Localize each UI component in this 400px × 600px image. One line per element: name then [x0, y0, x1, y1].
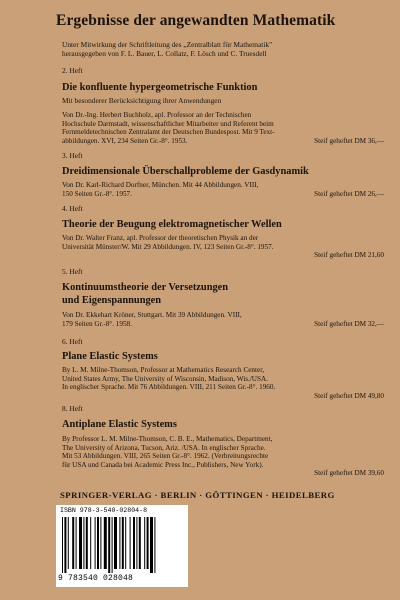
book-price: Steif geheftet DM 36,—: [314, 136, 384, 145]
book-description: [62, 234, 384, 260]
description-line: für USA und Canada bei Academic Press Inc., Publishers, New York).: [62, 460, 264, 469]
book-title: Antiplane Elastic Systems: [62, 419, 177, 430]
book-description: [62, 111, 384, 145]
book-price: Steif geheftet DM 26,—: [314, 189, 384, 198]
barcode-bar: [122, 517, 124, 569]
description-line: By L. M. Milne-Thomson, Professor at Mathematics Research Center,: [62, 366, 265, 374]
description-line: Von Dr. Ekkehart Kröner, Stuttgart. Mit 39 Abbildungen. VIII,: [62, 311, 242, 319]
series-title: Ergebnisse der angewandten Mathematik: [56, 12, 336, 29]
barcode-label: [56, 505, 188, 587]
description-line: 179 Seiten Gr.-8°. 1958. Steif geheftet DM 32,—: [62, 319, 384, 328]
description-line: Mit 53 Abbildungen. VIII, 265 Seiten Gr.-8°. 1962. (Verbreitungsrechte: [62, 452, 269, 461]
isbn-number: ISBN 978-3-540-02804-8: [60, 507, 148, 514]
description-line: In englischer Sprache. Mit 76 Abbildungen. VIII, 211 Seiten Gr.-8°. 1960.: [62, 383, 276, 392]
barcode-bar: [95, 517, 96, 569]
book-price: Steif geheftet DM 32,—: [314, 319, 384, 328]
barcode-bar: [139, 517, 141, 569]
barcode-bar: [79, 517, 82, 569]
book-price: Steif geheftet DM 39,60: [314, 469, 384, 478]
barcode-bar: [119, 517, 120, 569]
barcode-bar: [150, 517, 153, 573]
barcode-bar: [144, 517, 145, 569]
book-subtitle: Mit besonderer Berücksichtigung ihrer Anwendungen: [62, 96, 222, 105]
heft-number: 2. Heft: [62, 66, 83, 75]
description-line: Universität Münster/W. Mit 29 Abbildungen. IV, 123 Seiten Gr.-8°. 1957.: [62, 242, 274, 251]
editors-line: herausgegeben von F. L. Bauer, L. Collatz, F. Lösch und C. Truesdell: [62, 49, 267, 58]
barcode-bar: [108, 517, 110, 573]
barcode-bar: [90, 517, 91, 569]
barcode-bar: [130, 517, 131, 569]
book-description: [62, 366, 384, 400]
description-line: abbildungen. XVI, 234 Seiten Gr.-8°. 1953. Steif geheftet DM 36,—: [62, 136, 384, 145]
book-description: [62, 181, 384, 198]
barcode-icon: [60, 517, 184, 573]
barcode-bar: [100, 517, 101, 569]
barcode-bar: [133, 517, 135, 569]
barcode-bar: [136, 517, 137, 569]
book-title: Plane Elastic Systems: [62, 351, 158, 362]
barcode-bar: [112, 517, 113, 573]
barcode-bar: [154, 517, 155, 573]
heft-number: 6. Heft: [62, 337, 83, 346]
barcode-bar: [86, 517, 88, 569]
barcode-bar: [68, 517, 69, 569]
heft-number: 4. Heft: [62, 204, 83, 213]
description-line: United States Army, The University of Wisconsin, Madison, Wis./USA.: [62, 374, 268, 383]
barcode-bar: [72, 517, 74, 569]
book-description: [62, 311, 384, 328]
book-title: Theorie der Beugung elektromagnetischer Wellen: [62, 219, 282, 230]
book-title: Dreidimensionale Überschallprobleme der Gasdynamik: [62, 166, 309, 177]
publisher-line: SPRINGER-VERLAG · BERLIN · GÖTTINGEN · HEIDELBERG: [60, 490, 335, 500]
editors-line: Unter Mitwirkung der Schriftleitung des „Zentralblatt für Mathematik": [62, 40, 273, 49]
barcode-bar: [62, 517, 63, 573]
barcode-bar: [76, 517, 77, 569]
heft-number: 3. Heft: [62, 151, 83, 160]
description-line: Von Dr. Karl-Richard Dorfner, München. Mit 44 Abbildungen. VIII,: [62, 181, 259, 189]
book-description: [62, 435, 384, 478]
book-price: Steif geheftet DM 49,80: [314, 391, 384, 400]
description-line: Hochschule Darmstadt, wissenschaftlicher Mitarbeiter und Referent beim: [62, 119, 274, 128]
book-title-line: Kontinuumstheorie der Versetzungen: [62, 282, 229, 293]
book-price: Steif geheftet DM 21,60: [314, 251, 384, 260]
description-line: 150 Seiten Gr.-8°. 1957. Steif geheftet DM 26,—: [62, 189, 384, 198]
barcode-bar: [83, 517, 84, 569]
description-line: Von Dr.-Ing. Herbert Buchholz, apl. Professor an der Technischen: [62, 111, 252, 119]
barcode-bar: [125, 517, 126, 569]
heft-number: 8. Heft: [62, 404, 83, 413]
description-line: The University of Arizona, Tucson, Ariz. /USA. In englischer Sprache.: [62, 443, 266, 452]
barcode-bar: [147, 517, 149, 569]
barcode-digits: 9 783540 028048: [58, 574, 134, 583]
barcode-bar: [64, 517, 66, 573]
heft-number: 5. Heft: [62, 267, 83, 276]
barcode-bar: [97, 517, 99, 569]
barcode-bar: [114, 517, 117, 569]
description-line: Von Dr. Walter Franz, apl. Professor der theoretischen Physik an der: [62, 234, 259, 242]
description-line: Fernmeldetechnischen Zentralamt der Deutschen Bundespost. Mit 9 Text-: [62, 128, 275, 137]
barcode-bar: [104, 517, 107, 569]
book-title: [62, 281, 387, 307]
description-line: By Professor L. M. Milne-Thomson, C. B. E., Mathematics, Department,: [62, 435, 273, 443]
book-title-line: und Eigenspannungen: [62, 295, 162, 306]
editors-note: [62, 40, 382, 58]
book-title: Die konfluente hypergeometrische Funktion: [62, 82, 258, 93]
